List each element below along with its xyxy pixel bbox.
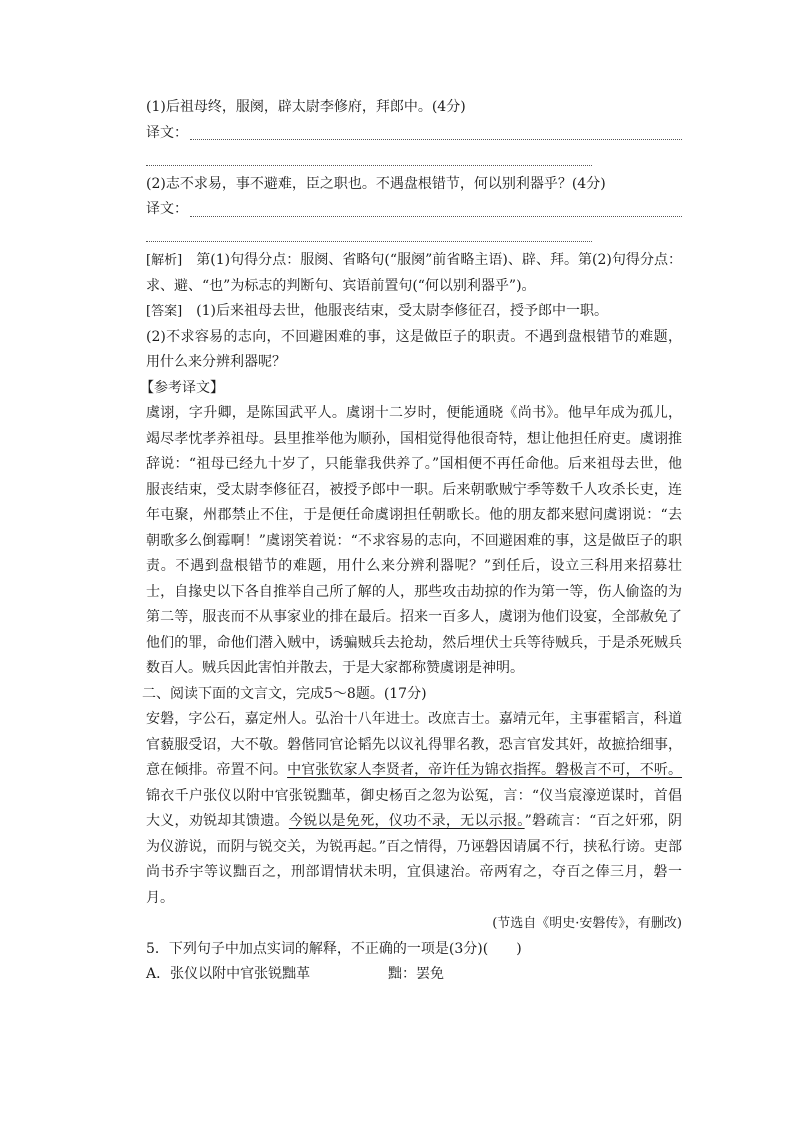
- option-a-explanation: 黜：罢免: [388, 966, 444, 982]
- passage-part-a: 安磐，字公石，嘉定州人。弘治十八年进士。改庶吉士。嘉靖元年，主事霍韬言，科道官藐服受诏，大不敬。磐偕同官论韬先以议礼得罪名教，恐言官发其奸，故摭拾细事，意在倾排。帝置不问。: [146, 711, 682, 778]
- section-2-title: 二、阅读下面的文言文，完成5～8题。(17分): [142, 685, 427, 702]
- passage-part-c: ”磐疏言：“百之奸邪，阴为仪游说，而阴与锐交关，为锐再起。”百之情得，乃诬磐因请属不行，挟私行谤。吏部尚书乔宇等议黜百之，刑部谓情状未明，宜俱逮治。帝两宥之，夺百之俸三月，磐一月。: [146, 813, 682, 906]
- question-1-answer-line: [146, 121, 682, 147]
- passage-underlined-1: 中官张钦家人李贤者，帝许任为锦衣指挥。磐极言不可，不听。: [287, 762, 683, 778]
- answer-dotted-line[interactable]: [146, 165, 592, 166]
- answer-dotted-line[interactable]: [146, 241, 592, 242]
- question-2-translation-label: 译文：: [146, 201, 188, 217]
- question-5-option-a[interactable]: [146, 962, 682, 988]
- question-2-sentence: (2)志不求易，事不避难，臣之职也。不遇盘根错节，何以别利器乎？(4分): [146, 175, 606, 192]
- answer-paragraph-2: [146, 325, 682, 376]
- question-1-sentence: (1)后祖母终，服阕，辟太尉李修府，拜郎中。(4分): [146, 99, 466, 115]
- question-5-stem: 5．下列句子中加点实词的解释，不正确的一项是(3分)( ): [146, 940, 522, 957]
- analysis-text: 第(1)句得分点：服阕、省略句(“服阕”前省略主语)、辟、拜。第(2)句得分点：求、避、“也”为标志的判断句、宾语前置句(“何以别利器乎”)。: [146, 252, 682, 294]
- passage-underlined-2: 今锐以是免死，仪功不录，无以示报。: [288, 813, 525, 829]
- answer-line-1: (1)后来祖母去世，他服丧结束，受太尉李修征召，授予郎中一职。: [196, 303, 608, 319]
- reference-title: 【参考译文】: [140, 379, 224, 396]
- answer-line-2: (2)不求容易的志向，不回避困难的事，这是做臣子的职责。不遇到盘根错节的难题，用什么来分辨利器呢？: [146, 328, 682, 370]
- analysis-paragraph: [146, 248, 682, 299]
- answer-dotted-line[interactable]: [190, 202, 682, 217]
- section-2-passage: [146, 707, 682, 911]
- answer-tag: [答案]: [146, 304, 183, 319]
- passage-part-b: 锦衣千户张仪以附中官张锐黜革，御史杨百之忽为讼冤，言：“仪当宸濠逆谋时，首倡大义，劝锐却其馈遗。: [146, 787, 682, 829]
- answer-paragraph-1: [146, 299, 682, 325]
- document-content: [140, 95, 683, 988]
- option-a-sentence: A．张仪以附中官张锐黜革: [146, 966, 311, 982]
- question-2-answer-line-2: [146, 223, 682, 249]
- passage-source: (节选自《明史·安磐传》，有删改): [492, 916, 682, 931]
- reference-translation: 虞诩，字升卿，是陈国武平人。虞诩十二岁时，便能通晓《尚书》。他早年成为孤儿，竭尽孝忱孝养祖母。县里推举他为顺孙，国相觉得他很奇特，想让他担任府吏。虞诩推辞说：“祖母已经九十岁了，只能靠我供养了。”国相便不再任命他。后来祖母去世，他服丧结束，受太尉李修征召，被授予郎中一职。后来朝歌贼宁季等数千人攻杀长吏，连年屯聚，州郡禁止不住，于是便任命虞诩担任朝歌长。他的朋友都来慰问虞诩说：“去朝歌多么倒霉啊！”虞诩笑着说：“不求容易的志向，不回避困难的事，这是做臣子的职责。不遇到盘根错节的难题，用什么来分辨利器呢？”到任后，设立三科用来招募壮士，自掾史以下各自推举自己所了解的人，那些攻击劫掠的作为第一等，伤人偷盗的为第二等，服丧而不从事家业的排在最后。招来一百多人，虞诩为他们设宴，全部赦免了他们的罪，命他们潜入贼中，诱骗贼兵去抢劫，然后埋伏士兵等待贼兵，于是杀死贼兵数百人。贼兵因此害怕并散去，于是大家都称赞虞诩是神明。: [146, 405, 682, 676]
- question-1-answer-line-2: [146, 146, 682, 172]
- question-1-translation-label: 译文：: [146, 124, 188, 141]
- question-2-answer-line: [146, 197, 682, 223]
- answer-dotted-line[interactable]: [190, 125, 682, 140]
- analysis-tag: [解析]: [146, 253, 183, 268]
